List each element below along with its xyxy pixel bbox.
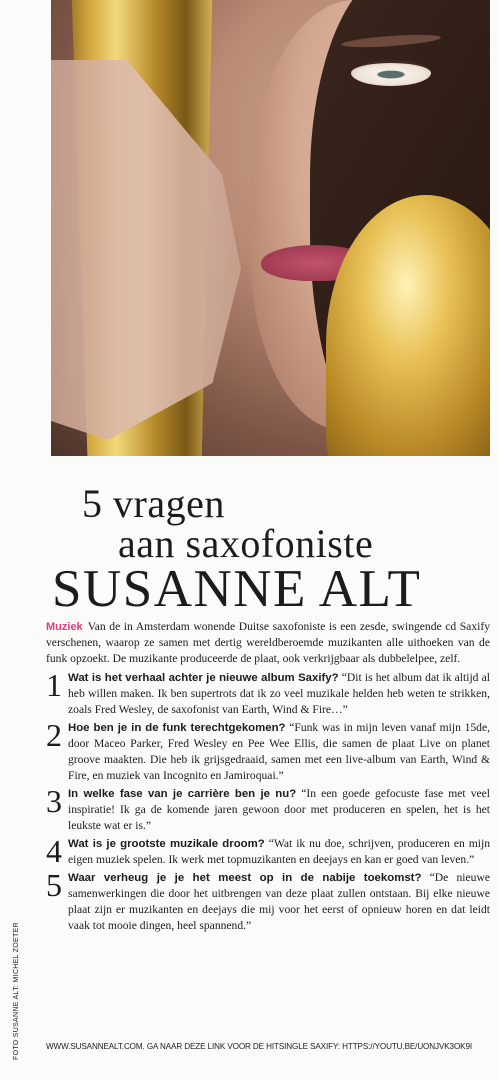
question-number: 3 (46, 783, 62, 819)
question-text: Hoe ben je in de funk terechtgekomen? (68, 722, 286, 734)
answer-text: “Wat ik nu doe, schrijven, produceren en mijn eigen muziek spelen. Ik werk met topmuzikanten en deejays en kan er goed van leven.” (68, 837, 491, 866)
question-block-2 (46, 717, 491, 784)
question-text: In welke fase van je carrière ben je nu? (68, 788, 297, 800)
headline-line-1: 5 vragen (82, 481, 225, 526)
answer-text: “De nieuwe samenwerkingen die door het uitbrengen van deze plaat zullen ontstaan. Bij elke nieuwe plaat zijn er muzikanten en deejays die mij voor het eerst of opnieuw horen en dat leidt vaak tot mooie dingen, heel spannend.” (68, 871, 490, 932)
question-number: 1 (46, 667, 62, 703)
section-tag: Muziek (46, 621, 83, 633)
question-number: 4 (46, 833, 62, 869)
question-block-5 (46, 867, 490, 934)
photo-credit: FOTO SUSANNE ALT: MICHEL ZOETER (13, 922, 20, 1060)
question-block-3 (46, 783, 491, 834)
headline-name: SUSANNE ALT (52, 560, 422, 618)
intro-text: Van de in Amsterdam wonende Duitse saxofoniste is een zesde, swingende cd Saxify verschenen, waarop ze samen met dertig wereldberoemde muzikanten alle uithoeken van de funk opzoekt. De muzikante produceerde de plaat, ook verkrijgbaar als dubbelelpee, zelf. (46, 620, 490, 665)
headline-line-2: aan saxofoniste (118, 521, 374, 566)
question-block-4 (46, 833, 491, 869)
question-text: Wat is je grootste muzikale droom? (68, 838, 265, 850)
eye-shape (351, 60, 431, 86)
intro-paragraph (46, 619, 490, 667)
question-block-1 (46, 667, 490, 718)
hand-shape (51, 60, 241, 440)
question-text: Waar verheug je je het meest op in de nabije toekomst? (68, 872, 422, 884)
question-text: Wat is het verhaal achter je nieuwe album Saxify? (68, 672, 339, 684)
portrait-photo (51, 0, 490, 456)
answer-text: “Dit is het album dat ik altijd al heb willen maken. Ik ben supertrots dat ik zo veel muzikale helden heb weten te strikken, zoals Fred Wesley, de saxofonist van Earth, Wind & Fire…” (68, 671, 490, 716)
answer-text: “Funk was in mijn leven vanaf mijn 15de, door Maceo Parker, Fred Wesley en Pee Wee Ellis, die samen de plaat Live on planet groove maakten. Die heb ik grijsgedraaid, samen met een live-album van Earth, Wind & Fire, en muziek van Incognito en Jamiroquai.” (68, 721, 491, 782)
question-number: 5 (46, 867, 62, 903)
footer-link-line[interactable]: WWW.SUSANNEALT.COM. GA NAAR DEZE LINK VOOR DE HITSINGLE SAXIFY: HTTPS://YOUTU.BE/UONJVK3OK9I (46, 1042, 472, 1051)
answer-text: “In een goede gefocuste fase met veel inspiratie! Ik ga de komende jaren gewoon door met produceren en spelen, het is het leukste wat er is.” (68, 787, 491, 832)
article-body (46, 619, 490, 934)
question-number: 2 (46, 717, 62, 753)
